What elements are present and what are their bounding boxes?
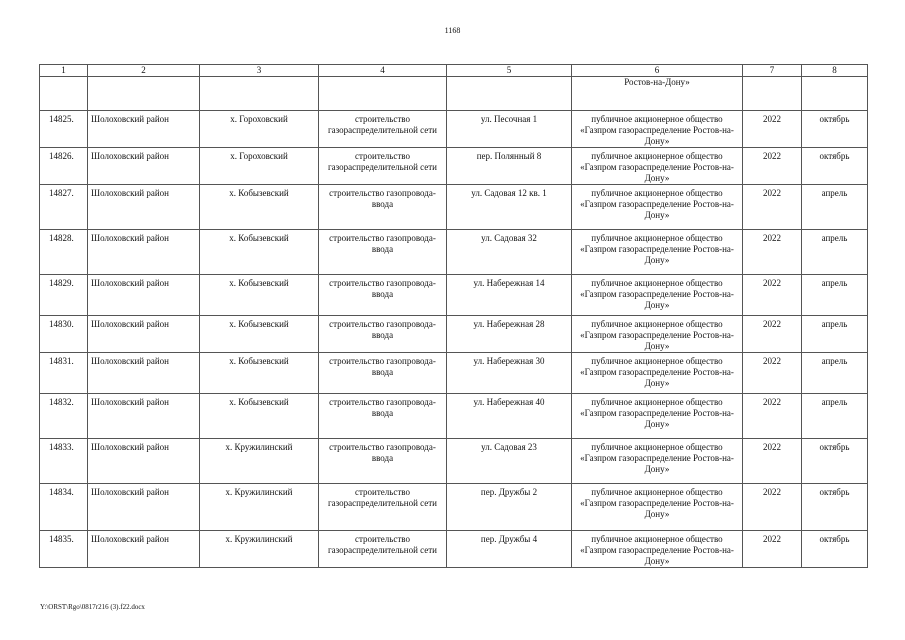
cell-address: пер. Полянный 8 [447,148,572,185]
table-row [40,394,868,439]
cell-locality: х. Кобызевский [200,353,319,394]
cell-work-type: строительство газораспределительной сети [319,111,447,148]
cell-locality: х. Кружилинский [200,484,319,531]
cell-year: 2022 [743,484,802,531]
header-cell: 8 [802,65,868,77]
cell-month: октябрь [802,439,868,484]
cell-organization: публичное акционерное общество «Газпром газораспределение Ростов-на-Дону» [572,230,743,275]
cell-year: 2022 [743,531,802,568]
cell-month: апрель [802,316,868,353]
cell-address: пер. Дружбы 4 [447,531,572,568]
cell-month: октябрь [802,531,868,568]
cell-locality: х. Кобызевский [200,275,319,316]
cell-work-type: строительство газораспределительной сети [319,484,447,531]
cell-district: Шолоховский район [88,484,200,531]
cell-organization: публичное акционерное общество «Газпром газораспределение Ростов-на-Дону» [572,185,743,230]
cell-address: ул. Садовая 23 [447,439,572,484]
cell-year: 2022 [743,394,802,439]
cell-number: 14829. [40,275,88,316]
table-row [40,316,868,353]
table-cell: Ростов-на-Дону» [572,77,743,111]
cell-number: 14832. [40,394,88,439]
cell-work-type: строительство газопровода-ввода [319,439,447,484]
cell-number: 14828. [40,230,88,275]
cell-address: ул. Набережная 40 [447,394,572,439]
cell-address: ул. Песочная 1 [447,111,572,148]
cell-organization: публичное акционерное общество «Газпром газораспределение Ростов-на-Дону» [572,394,743,439]
file-path-footer: Y:\ORST\Rgo\0817r216 (3).f22.docx [40,603,145,611]
header-cell: 3 [200,65,319,77]
cell-work-type: строительство газопровода-ввода [319,275,447,316]
cell-number: 14830. [40,316,88,353]
cell-organization: публичное акционерное общество «Газпром газораспределение Ростов-на-Дону» [572,111,743,148]
table-cell [802,77,868,111]
cell-month: октябрь [802,111,868,148]
cell-work-type: строительство газопровода-ввода [319,316,447,353]
cell-organization: публичное акционерное общество «Газпром газораспределение Ростов-на-Дону» [572,439,743,484]
cell-district: Шолоховский район [88,531,200,568]
cell-district: Шолоховский район [88,353,200,394]
cell-number: 14827. [40,185,88,230]
continuation-row [40,77,868,111]
table-cell [40,77,88,111]
cell-locality: х. Кружилинский [200,439,319,484]
cell-district: Шолоховский район [88,111,200,148]
cell-address: ул. Набережная 30 [447,353,572,394]
cell-district: Шолоховский район [88,394,200,439]
cell-organization: публичное акционерное общество «Газпром газораспределение Ростов-на-Дону» [572,484,743,531]
table-row [40,148,868,185]
table-cell [447,77,572,111]
cell-locality: х. Кобызевский [200,316,319,353]
page-number: 1168 [444,26,461,35]
cell-district: Шолоховский район [88,275,200,316]
cell-organization: публичное акционерное общество «Газпром газораспределение Ростов-на-Дону» [572,353,743,394]
table-row [40,111,868,148]
cell-year: 2022 [743,185,802,230]
cell-organization: публичное акционерное общество «Газпром газораспределение Ростов-на-Дону» [572,148,743,185]
cell-address: ул. Набережная 28 [447,316,572,353]
cell-work-type: строительство газораспределительной сети [319,531,447,568]
cell-number: 14831. [40,353,88,394]
cell-month: апрель [802,275,868,316]
cell-month: апрель [802,230,868,275]
header-row [40,65,868,77]
header-cell: 4 [319,65,447,77]
table-row [40,185,868,230]
table-row [40,275,868,316]
table-cell [88,77,200,111]
registry-table [39,64,868,568]
header-cell: 5 [447,65,572,77]
cell-district: Шолоховский район [88,439,200,484]
cell-month: апрель [802,353,868,394]
cell-work-type: строительство газораспределительной сети [319,148,447,185]
cell-organization: публичное акционерное общество «Газпром газораспределение Ростов-на-Дону» [572,316,743,353]
cell-address: пер. Дружбы 2 [447,484,572,531]
table-row [40,484,868,531]
cell-number: 14833. [40,439,88,484]
cell-month: апрель [802,185,868,230]
header-cell: 1 [40,65,88,77]
cell-locality: х. Кобызевский [200,394,319,439]
cell-locality: х. Кобызевский [200,185,319,230]
table-row [40,439,868,484]
cell-district: Шолоховский район [88,230,200,275]
cell-year: 2022 [743,230,802,275]
cell-year: 2022 [743,439,802,484]
cell-district: Шолоховский район [88,185,200,230]
cell-work-type: строительство газопровода-ввода [319,394,447,439]
cell-year: 2022 [743,353,802,394]
cell-year: 2022 [743,111,802,148]
cell-address: ул. Садовая 32 [447,230,572,275]
cell-address: ул. Набережная 14 [447,275,572,316]
cell-work-type: строительство газопровода-ввода [319,185,447,230]
cell-year: 2022 [743,275,802,316]
cell-district: Шолоховский район [88,148,200,185]
header-cell: 6 [572,65,743,77]
cell-organization: публичное акционерное общество «Газпром газораспределение Ростов-на-Дону» [572,275,743,316]
cell-address: ул. Садовая 12 кв. 1 [447,185,572,230]
table-cell [200,77,319,111]
cell-work-type: строительство газопровода-ввода [319,353,447,394]
header-cell: 7 [743,65,802,77]
cell-number: 14834. [40,484,88,531]
cell-month: октябрь [802,484,868,531]
cell-locality: х. Кобызевский [200,230,319,275]
table-cell [319,77,447,111]
cell-year: 2022 [743,316,802,353]
table-row [40,531,868,568]
cell-year: 2022 [743,148,802,185]
cell-locality: х. Кружилинский [200,531,319,568]
cell-locality: х. Гороховский [200,148,319,185]
table-row [40,353,868,394]
header-cell: 2 [88,65,200,77]
cell-number: 14825. [40,111,88,148]
cell-number: 14826. [40,148,88,185]
table-row [40,230,868,275]
cell-district: Шолоховский район [88,316,200,353]
cell-organization: публичное акционерное общество «Газпром газораспределение Ростов-на-Дону» [572,531,743,568]
cell-number: 14835. [40,531,88,568]
cell-month: апрель [802,394,868,439]
cell-month: октябрь [802,148,868,185]
table-cell [743,77,802,111]
cell-locality: х. Гороховский [200,111,319,148]
cell-work-type: строительство газопровода-ввода [319,230,447,275]
